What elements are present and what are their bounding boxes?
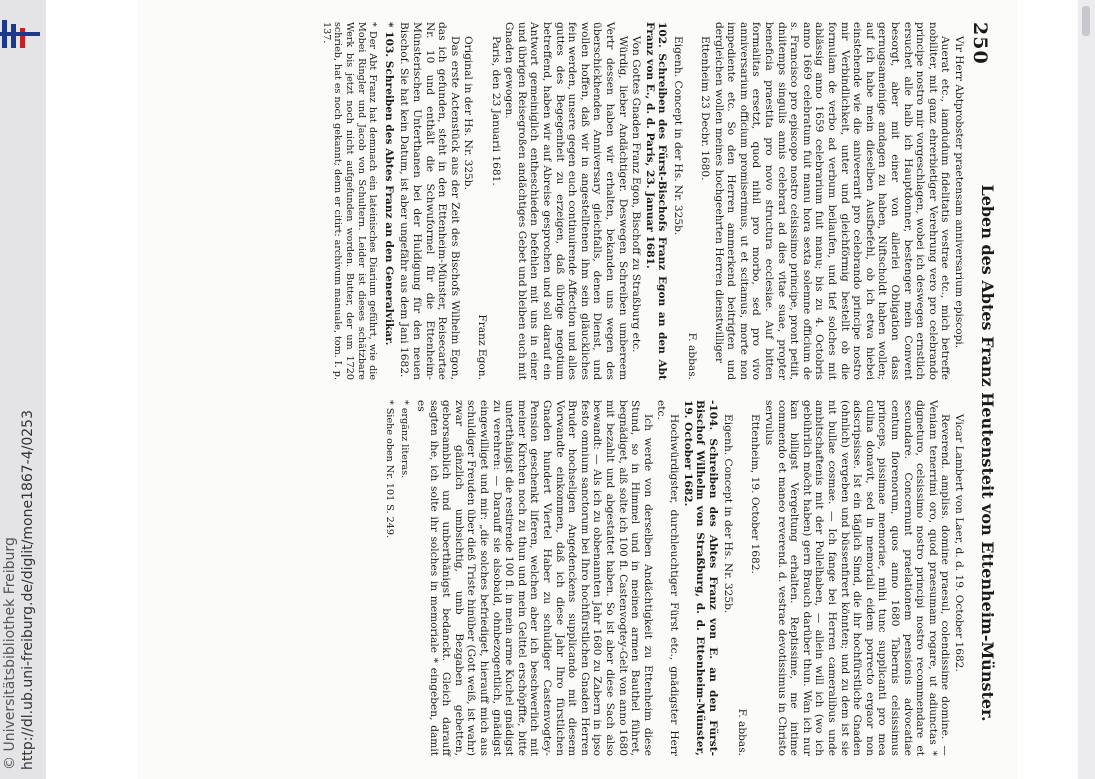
right-text-column xyxy=(382,400,965,756)
right-scrollbar[interactable] xyxy=(1078,0,1095,779)
url-text[interactable]: http://dl.ub.uni-freiburg.de/diglit/mone1867-4/0253 xyxy=(20,410,36,770)
paragraph: Original in der Hs. Nr. 325b. xyxy=(462,36,475,190)
viewer-sidebar xyxy=(0,0,46,779)
running-head: Leben des Abtes Franz Heutensteit von Ettenheim-Münster. xyxy=(978,184,997,722)
paragraph: Vir Herr Abtprobster praetensam anniversarium episcopi. xyxy=(953,36,965,349)
scanned-page xyxy=(137,0,1017,779)
paragraph: * ergänz literas. xyxy=(399,400,411,479)
paragraph: F. abbas. xyxy=(735,708,748,756)
paragraph: * Der Abt Franz hat demnach ein lateinisches Diarium geführt, wie die Mobei Ringler und Jacob von Schultern. Leider ist dieses schätzbare Werk bis jetzt noch nicht aufgefunden worden. Butter, der um 1720 schrieb, hat es noch gekannt; denn er citirt: archivum manuale, tom. I. p. 137. xyxy=(320,22,379,380)
paragraph: Würdig, lieber Andächtiger. Deswegen Schreiben umbereem Vertr dessen haben wir erhalten, bekanden uns wegen des überschickhenden Anniversary gleichfalls, denen Dienst, und wollen hoffen, daß wir in angestelltenen ihm sein gläuckliches fein werden, unsere gegen euch continuirende Affection und alles guttes des Begegenheit zu erzeigen, daß übrige negotium betreffend, haben wir auf Abreise gesprochen und soll darauf ein Antwort gemeiniglich entheschieden befehlen mit uns in einer und übrigen Reisegroßen andächtiges Gebet und bleiben euch mit Gnaden gewogen. xyxy=(503,22,629,380)
paragraph: Eigenh. Concept in der Hs. Nr. 325b. xyxy=(722,414,735,614)
paragraph: * 103. Schreiben des Abtes Franz an den Generalvikar. xyxy=(382,22,395,346)
paragraph: Ich werde von derselben Andächtigkeit zu Ettenheim diese Stund, so in Himmel und in meinen armen Bauthel führet, begnädiget, alß solte ich 100 fl. Castenvogtey-Gelt von anno 1680 mit bezahlt und abgestattet haben. So ist aber diese Sach also bewandt: — Als ich zu obbenannten Jahr 1680 zu Zabern in ipso festo omnium sanctorum bei Ihro hochfürstlichen Gnaden Herren Bruder hochseligen Angedenckens supplicando mit diesem Vorwandte einkommen, daß ich diese Jahr Ihro fürstlichen Gnaden hundert Viertel Haber zu schuldiger Castenvogtey-Pension geschenkt liferen, welchen aber ich beschwerlich mit meiner Kirchen noch zu thun und mein Gelttel erschöpffte, bitte unterthänigst die restirende 100 fl. in mein arme Kuchel gnädigst zu verehren: — Darauff sie alsobald, ohnbezogentlich, gnädigst eingewilliget und mir: „die solches befriediget, hierauff mich aus schuldiger Freuden über dieß Triste hinüber (Gott weiß, ist wahr) zwar gänzlich umbsichtig, umb Bezgaben gebetten, geborsamblich und unberthänigst bedanckt. Gleich darauff sagten ihe, ich solte ihr solches in memoriale * eingeben, damit es xyxy=(415,400,654,756)
paragraph: Eigenh. Concept in der Hs. Nr. 325b. xyxy=(671,36,684,236)
paragraph: Reverend. ampliss. domine praesul, colendissime domine. — Veniam tenerrimi oro, quod praesumam rogare, ut adiunctas * digneturo, celsissimo nostro principi nostro recommendare et secundare. Concernunt praelationem pensionis advocatiae centum florenorum, quos anno 1680 Tabernis celsissimus princeps, pissimae memoriae, mihi tunc supplicanti pro mea culina donavit, sed in memoriali eidem porrecto ergaor non adscripsisse. Ist ein täglich Simd, die ihr hochfürstliche Gnaden (ohnlich) vergeben und büssenfirert könnten; und zu dem ist sie nit bullae cosmae. — Ich fange bei Herren cameralibus unde ambitschaftenis mit der Pollelhaben, — allein will ich (wo ich gebührlich möcht haben) gern Brauch darüber thun. Wan ich nur kan billigst Vergeltung erhalten. Reptissime, me intime commendo et maneo reverend. d. vestrae devotissimus in Christo servulus xyxy=(763,400,952,756)
left-text-column xyxy=(319,22,965,380)
paragraph: Das erste Actenstück aus der Zeit des Bischofs Wilhelm Egon, das ich gefunden, steht in den Ettenheim-Münster, Reisecartae Nr. 10 und enthält die Schwuformel für die Ettenheim-Münsterischen Unterthanen bei der Huldigung für den neuen Bischof. Sie hat kein Datum, ist aber ungefähr aus dem Jani 1682. xyxy=(398,22,461,380)
paragraph: Ettenheim 23 Decbr. 1680. xyxy=(699,36,712,181)
paragraph: * Siehe oben Nr. 101 S. 249. xyxy=(383,400,395,538)
url-link[interactable] xyxy=(20,410,36,770)
paragraph: Von Gottes Gnaden Franz Egon, Bischoff zu Straßburg etc. xyxy=(630,36,643,353)
paragraph: Hochwürdigster, durchleuchtiger Fürst etc., gnädigster Herr etc. xyxy=(655,400,680,756)
paragraph: -104. Schreiben des Abtes Franz von E. an den Fürst-Bischof Wilhelm von Straßburg, d. d. Ettenheim-Münster, 19. October 1682. xyxy=(681,400,719,756)
paragraph: Paris, den 23 Januarii 1681. xyxy=(489,36,502,186)
page-number: 250 xyxy=(969,22,991,65)
paragraph: F. abbas. xyxy=(685,332,698,380)
paragraph: Auerat etc., iamdudum fidelitatis vestrae etc., mich betreffe nobiliter, mit ganz ehrerbietiger Verehrung vero pro celebrando principe nostro mir vorgeschlagen, wobei ich deswegen ernstlich ersuchet alle halb ich Hauptdonner, bestenger mein Convent besorgt, aber mit einer von allerlei Obligation dass gernugsameinige andagen zu haben, Niftscholdt haben wollen; auf ich habe mein dieselben Ausfbefehl, ob ich etwa hiebei einstehende wie die aniveerarit pro celebrando principe nostro mir Verbindlichkeit, unter und gleichförmig bestellt ob die formulam de verbo ad verbum beilaufen, und tief solches mit ablässig anno 1659 celebrarium fuit manu; bis zu 4. Octobris anno 1669 celebratum fuit manu hora sexta solemne officium de s. Francisco pro episcopo nostro celsissimo principe, pront petiit, dniitemps singulis annis celebrari ad dies vitae suae, propter beneficia praestita pro novo structura ecclesiae. Auf bitten formalitas ersetzt, quod nihil pro morbo, sed pro vivo anniversarium officium promiserimus, ut et scitamus, morte non impediente etc. So den Herren ammerkend beitrigten und dergleichen wollen meines hochgeehrten Herren dienstwilliger xyxy=(712,22,952,380)
paragraph: Vicar Lambert von Laer, d. d. 19. October 1682. xyxy=(953,414,965,672)
sidebar-rotated-text xyxy=(4,0,38,779)
scrollbar-thumb[interactable] xyxy=(1082,6,1090,36)
paragraph: Franz Egon. xyxy=(476,314,489,380)
copyright-text: © Universitätsbibliothek Freiburg xyxy=(2,537,18,770)
rotated-page-content xyxy=(137,0,1017,779)
paragraph: Ettenheim, 19. October 1682. xyxy=(749,414,762,574)
paragraph: 102. Schreiben des Fürst-Bischofs Franz Egon an den Abt Franz von E., d. d. Paris, 23. Januar 1681. xyxy=(643,22,669,380)
